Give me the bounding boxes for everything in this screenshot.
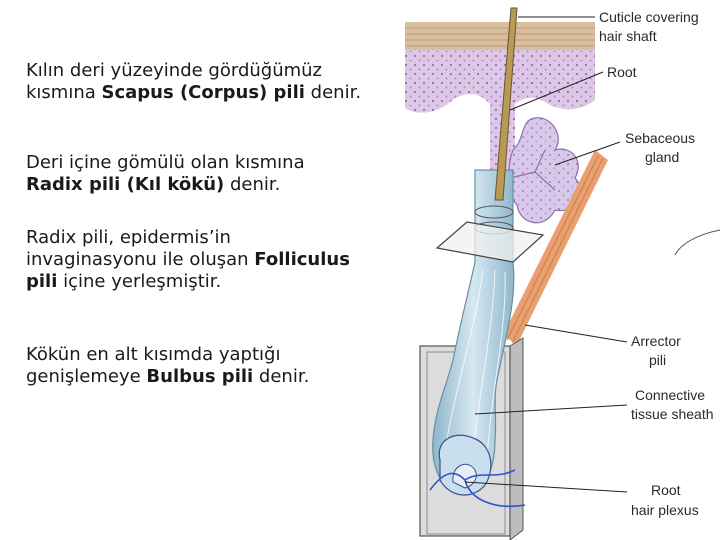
text-normal: denir. [253,366,310,387]
paragraph-bulbus [26,344,366,388]
connective-tissue-box-side [510,338,523,540]
section-plane [437,222,543,262]
leader-arrector [525,325,627,342]
paragraph-scapus [26,60,366,104]
paragraph-folliculus [26,227,366,293]
paragraph-radix [26,152,366,196]
label-cuticle-line1: Cuticle covering [599,9,699,25]
text-normal: Kılın deri yüzeyinde gördüğümüz kısmına [26,60,323,103]
label-arrector-line1: Arrector [631,333,681,349]
label-connective-line2: tissue sheath [631,406,714,422]
label-connective-line1: Connective [635,387,706,403]
label-cuticle-line2: hair shaft [599,28,657,44]
label-sebaceous-line2: gland [645,149,680,165]
text-normal: denir. [224,174,281,195]
label-sebaceous-line1: Sebaceous [625,130,696,146]
text-normal: Kökün en alt kısımda yaptığı genişlemeye [26,344,281,387]
label-arrector-line2: pili [649,352,667,368]
hair-follicle-diagram [395,0,720,540]
term-bulbus: Bulbus pili [146,366,254,387]
term-scapus: Scapus (Corpus) pili [101,82,305,103]
term-folliculus: Folliculus pili [26,249,350,292]
adjacent-structure-edge [675,230,720,255]
label-plexus-line1: Root [651,482,681,498]
label-plexus-line2: hair plexus [631,502,699,518]
text-normal: içine yerleşmiştir. [57,271,222,292]
text-normal: Deri içine gömülü olan kısmına [26,152,305,173]
text-normal: Radix pili, epidermis’in invaginasyonu ile oluşan [26,227,255,270]
text-normal: denir. [304,82,362,103]
term-radix: Radix pili (Kıl kökü) [26,174,225,195]
label-root: Root [607,64,637,80]
